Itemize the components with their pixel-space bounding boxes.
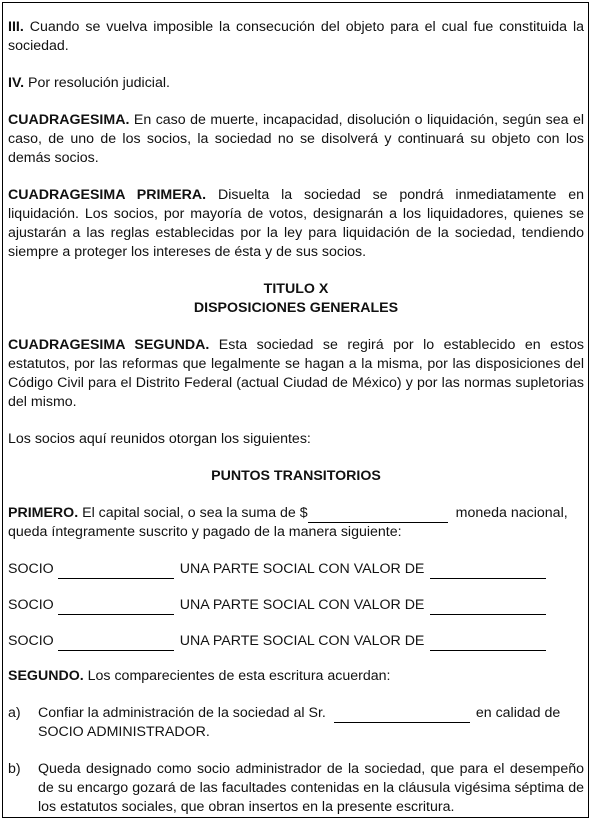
segundo-paragraph (8, 667, 584, 686)
socio-label: SOCIO (8, 597, 54, 613)
socio-name-blank (58, 564, 174, 579)
clause-text: Por resolución judicial. (28, 75, 170, 91)
list-item-a (8, 704, 584, 742)
primero-line2: queda íntegramente suscrito y pagado de la manera siguiente: (8, 524, 402, 540)
primero-text-b: moneda nacional, (455, 505, 568, 521)
clause-cuadragesima-segunda (8, 336, 584, 412)
titulo-subheading: DISPOSICIONES GENERALES (193, 300, 399, 316)
capital-blank-line (308, 508, 448, 523)
document-body (8, 18, 584, 817)
socio-middle-text: UNA PARTE SOCIAL CON VALOR DE (179, 597, 425, 613)
list-item-b (8, 760, 584, 817)
primero-paragraph (8, 504, 584, 542)
clause-title: CUADRAGESIMA SEGUNDA. (8, 337, 210, 353)
socio-name-blank (58, 636, 174, 651)
item-a-line2: SOCIO ADMINISTRADOR. (38, 724, 210, 740)
socio-value-blank (430, 600, 546, 615)
clause-title: CUADRAGESIMA PRIMERA. (8, 187, 207, 203)
socio-row (8, 596, 584, 615)
transitorios-heading: PUNTOS TRANSITORIOS (211, 468, 381, 484)
otorgan-text: Los socios aquí reunidos otorgan los siguientes: (8, 431, 311, 447)
clause-cuadragesima (8, 111, 584, 168)
clause-iv (8, 74, 584, 93)
clause-number: III. (8, 19, 24, 35)
clause-number: IV. (8, 75, 25, 91)
segundo-text: Los comparecientes de esta escritura acuerdan: (87, 668, 391, 684)
clause-title: CUADRAGESIMA. (8, 112, 130, 128)
item-marker: b) (8, 761, 21, 777)
socio-value-blank (430, 564, 546, 579)
socio-name-blank (58, 600, 174, 615)
socio-middle-text: UNA PARTE SOCIAL CON VALOR DE (179, 561, 425, 577)
clause-cuadragesima-primera (8, 186, 584, 262)
item-b-text: Queda designado como socio administrador de la sociedad, que para el desempeño de su encargo gozará de las facultades contenidas en la cláusula vigésima séptima de los estatutos sociales, que obran insertos en la presente escritura. (38, 761, 584, 815)
socio-label: SOCIO (8, 561, 54, 577)
clause-iii (8, 18, 584, 56)
item-marker: a) (8, 705, 21, 721)
clause-text: Esta sociedad se regirá por lo establecido en estos estatutos, por las reformas que legalmente se hagan a la misma, por las disposiciones del Código Civil para el Distrito Federal (actual Ciudad de México) y por las normas supletorias del mismo. (8, 337, 584, 410)
clause-text: Disuelta la sociedad se pondrá inmediatamente en liquidación. Los socios, por mayoría de votos, designarán a los liquidadores, quienes se ajustarán a las reglas establecidas por la ley para liquidación de la sociedad, tendiendo siempre a proteger los intereses de ésta y de sus socios. (8, 187, 584, 260)
clause-text: Cuando se vuelva imposible la consecución del objeto para el cual fue constituida la sociedad. (8, 19, 584, 54)
item-a-text-a: Confiar la administración de la sociedad al Sr. (38, 705, 326, 721)
socio-row (8, 632, 584, 651)
administrador-blank-line (334, 708, 470, 723)
primero-title: PRIMERO. (8, 505, 79, 521)
segundo-title: SEGUNDO. (8, 668, 84, 684)
socio-label: SOCIO (8, 633, 54, 649)
socio-value-blank (430, 636, 546, 651)
socio-row (8, 560, 584, 579)
titulo-heading: TITULO X (263, 281, 329, 297)
item-a-text-b: en calidad de (475, 705, 561, 721)
clause-text: En caso de muerte, incapacidad, disolución o liquidación, según sea el caso, de uno de los socios, la sociedad no se disolverá y continuará su objeto con los demás socios. (8, 112, 585, 166)
socio-middle-text: UNA PARTE SOCIAL CON VALOR DE (179, 633, 425, 649)
primero-text-a: El capital social, o sea la suma de $ (82, 505, 308, 521)
